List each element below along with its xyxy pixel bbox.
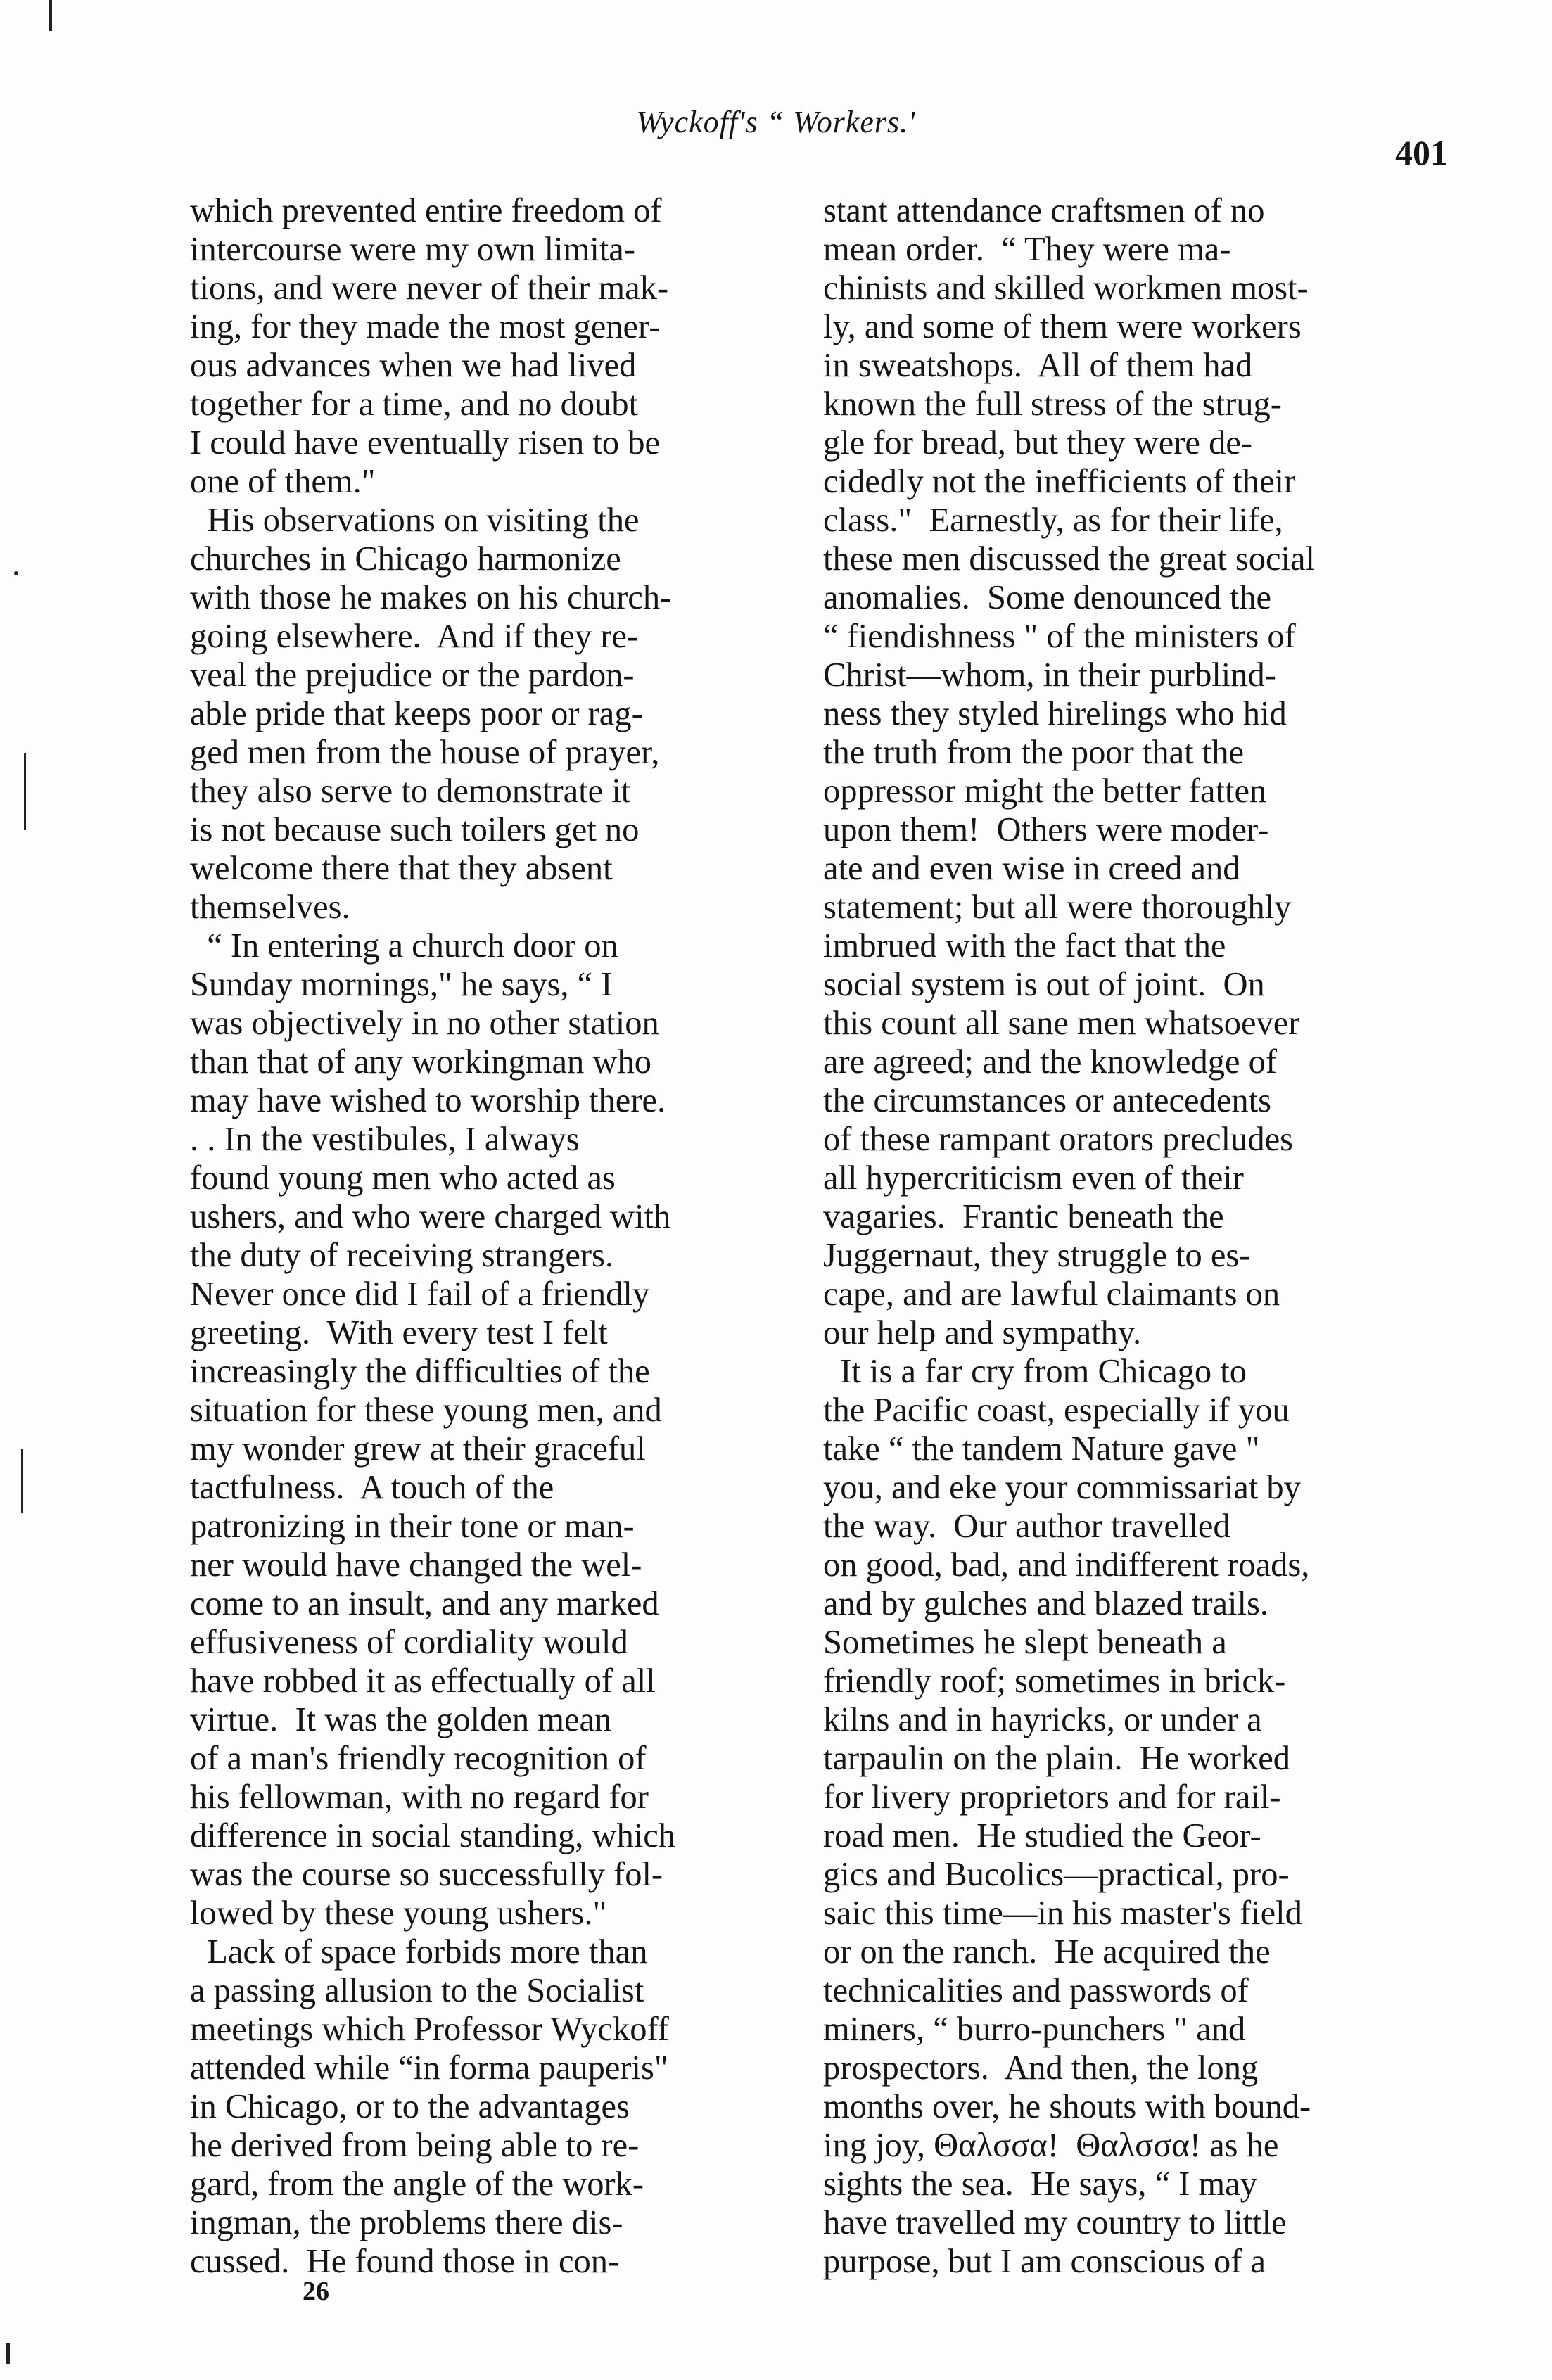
text-line: our help and sympathy.	[823, 1314, 1142, 1351]
text-line: all hypercriticism even of their	[823, 1159, 1244, 1197]
margin-dot-mark	[14, 571, 18, 575]
text-line: meetings which Professor Wyckoff	[190, 2011, 669, 2048]
text-line: social system is out of joint. On	[823, 966, 1265, 1003]
text-line: gics and Bucolics—practical, pro-	[823, 1856, 1290, 1893]
text-line: ushers, and who were charged with	[190, 1198, 671, 1235]
text-line: Never once did I fail of a friendly	[190, 1275, 650, 1313]
text-line: technicalities and passwords of	[823, 1972, 1249, 2009]
text-line: in sweatshops. All of them had	[823, 347, 1253, 384]
text-line: Lack of space forbids more than	[190, 1933, 648, 1971]
text-line: . . In the vestibules, I always	[190, 1121, 580, 1158]
text-line: cidedly not the inefficients of their	[823, 463, 1296, 500]
text-line: ing joy, Θαλσσα! Θαλσσα! as he	[823, 2127, 1279, 2164]
text-line: veal the prejudice or the pardon-	[190, 656, 635, 694]
text-line: His observations on visiting the	[190, 502, 640, 539]
text-line: ing, for they made the most gener-	[190, 308, 661, 345]
text-line: ate and even wise in creed and	[823, 850, 1240, 887]
text-line: mean order. “ They were ma-	[823, 231, 1231, 268]
text-line: of a man's friendly recognition of	[190, 1740, 647, 1777]
running-head: Wyckoff's “ Workers.'	[636, 105, 916, 139]
text-line: months over, he shouts with bound-	[823, 2088, 1311, 2125]
text-line: he derived from being able to re-	[190, 2127, 640, 2164]
left-text-column	[190, 191, 795, 2281]
text-line: or on the ranch. He acquired the	[823, 1933, 1271, 1971]
text-line: virtue. It was the golden mean	[190, 1701, 612, 1738]
text-line: friendly roof; sometimes in brick-	[823, 1662, 1286, 1700]
text-line: road men. He studied the Geor-	[823, 1817, 1261, 1854]
text-line: stant attendance craftsmen of no	[823, 192, 1265, 229]
margin-rule-mark	[6, 2343, 10, 2364]
text-line: his fellowman, with no regard for	[190, 1778, 649, 1816]
text-line: and by gulches and blazed trails.	[823, 1585, 1268, 1622]
page-number: 401	[1395, 133, 1448, 172]
text-line: the Pacific coast, especially if you	[823, 1392, 1290, 1429]
text-line: for livery proprietors and for rail-	[823, 1778, 1281, 1816]
margin-rule-mark	[49, 0, 52, 31]
text-line: anomalies. Some denounced the	[823, 579, 1272, 616]
text-line: prospectors. And then, the long	[823, 2049, 1259, 2087]
text-line: tactfulness. A touch of the	[190, 1469, 554, 1506]
text-line: in Chicago, or to the advantages	[190, 2088, 630, 2125]
text-line: come to an insult, and any marked	[190, 1585, 659, 1622]
text-line: ness they styled hirelings who hid	[823, 695, 1287, 732]
text-line: difference in social standing, which	[190, 1817, 676, 1854]
text-line: tarpaulin on the plain. He worked	[823, 1740, 1290, 1777]
text-line: attended while “in forma pauperis"	[190, 2049, 668, 2087]
text-line: which prevented entire freedom of	[190, 192, 662, 229]
margin-rule-mark	[24, 753, 26, 830]
text-line: Sunday mornings," he says, “ I	[190, 966, 613, 1003]
text-line: saic this time—in his master's field	[823, 1895, 1302, 1932]
text-line: chinists and skilled workmen most-	[823, 269, 1309, 307]
text-line: ged men from the house of prayer,	[190, 734, 660, 771]
text-line: have travelled my country to little	[823, 2204, 1287, 2241]
text-line: was the course so successfully fol-	[190, 1856, 663, 1893]
text-line: “ fiendishness " of the ministers of	[823, 618, 1296, 655]
text-line: than that of any workingman who	[190, 1043, 651, 1081]
text-line: cape, and are lawful claimants on	[823, 1275, 1280, 1313]
text-line: It is a far cry from Chicago to	[823, 1353, 1247, 1390]
text-line: ous advances when we had lived	[190, 347, 637, 384]
text-line: Christ—whom, in their purblind-	[823, 656, 1276, 694]
text-line: greeting. With every test I felt	[190, 1314, 608, 1351]
text-line: I could have eventually risen to be	[190, 424, 660, 462]
text-line: the way. Our author travelled	[823, 1508, 1230, 1545]
text-line: a passing allusion to the Socialist	[190, 1972, 644, 2009]
text-line: tions, and were never of their mak-	[190, 269, 669, 307]
text-line: vagaries. Frantic beneath the	[823, 1198, 1224, 1235]
text-line: “ In entering a church door on	[190, 927, 618, 965]
text-line: imbrued with the fact that the	[823, 927, 1226, 965]
text-line: welcome there that they absent	[190, 850, 613, 887]
text-line: Sometimes he slept beneath a	[823, 1624, 1227, 1661]
text-line: miners, “ burro-punchers " and	[823, 2011, 1246, 2048]
text-line: cussed. He found those in con-	[190, 2243, 620, 2280]
text-line: intercourse were my own limita-	[190, 231, 635, 268]
signature-mark: 26	[303, 2277, 329, 2306]
text-line: the duty of receiving strangers.	[190, 1237, 614, 1274]
text-line: statement; but all were thoroughly	[823, 889, 1292, 926]
text-line: kilns and in hayricks, or under a	[823, 1701, 1262, 1738]
text-line: going elsewhere. And if they re-	[190, 618, 639, 655]
text-line: was objectively in no other station	[190, 1005, 659, 1042]
text-line: with those he makes on his church-	[190, 579, 672, 616]
text-line: is not because such toilers get no	[190, 811, 640, 848]
text-line: ingman, the problems there dis-	[190, 2204, 623, 2241]
text-line: able pride that keeps poor or rag-	[190, 695, 643, 732]
text-line: take “ the tandem Nature gave "	[823, 1430, 1260, 1468]
text-line: situation for these young men, and	[190, 1392, 662, 1429]
text-line: the circumstances or antecedents	[823, 1082, 1271, 1119]
text-line: oppressor might the better fatten	[823, 772, 1267, 810]
text-line: they also serve to demonstrate it	[190, 772, 631, 810]
text-line: gle for bread, but they were de-	[823, 424, 1253, 462]
text-line: lowed by these young ushers."	[190, 1895, 607, 1932]
text-line: one of them."	[190, 463, 376, 500]
text-line: known the full stress of the strug-	[823, 386, 1282, 423]
text-line: may have wished to worship there.	[190, 1082, 666, 1119]
text-line: Juggernaut, they struggle to es-	[823, 1237, 1251, 1274]
text-line: increasingly the difficulties of the	[190, 1353, 650, 1390]
text-line: this count all sane men whatsoever	[823, 1005, 1300, 1042]
text-line: the truth from the poor that the	[823, 734, 1245, 771]
text-line: upon them! Others were moder-	[823, 811, 1269, 848]
text-line: of these rampant orators precludes	[823, 1121, 1293, 1158]
text-line: class." Earnestly, as for their life,	[823, 502, 1283, 539]
text-line: ly, and some of them were workers	[823, 308, 1302, 345]
text-line: effusiveness of cordiality would	[190, 1624, 628, 1661]
text-line: you, and eke your commissariat by	[823, 1469, 1301, 1506]
text-line: themselves.	[190, 889, 350, 926]
text-line: churches in Chicago harmonize	[190, 540, 621, 578]
text-line: gard, from the angle of the work-	[190, 2165, 644, 2203]
text-line: my wonder grew at their graceful	[190, 1430, 646, 1468]
text-line: sights the sea. He says, “ I may	[823, 2165, 1257, 2203]
text-line: ner would have changed the wel-	[190, 1546, 642, 1584]
text-line: these men discussed the great social	[823, 540, 1315, 578]
text-line: patronizing in their tone or man-	[190, 1508, 635, 1545]
margin-rule-mark	[21, 1449, 23, 1513]
right-text-column	[823, 191, 1449, 2281]
text-line: purpose, but I am conscious of a	[823, 2243, 1266, 2280]
text-line: are agreed; and the knowledge of	[823, 1043, 1278, 1081]
text-line: on good, bad, and indifferent roads,	[823, 1546, 1310, 1584]
text-line: have robbed it as effectually of all	[190, 1662, 656, 1700]
text-line: found young men who acted as	[190, 1159, 616, 1197]
text-line: together for a time, and no doubt	[190, 386, 639, 423]
